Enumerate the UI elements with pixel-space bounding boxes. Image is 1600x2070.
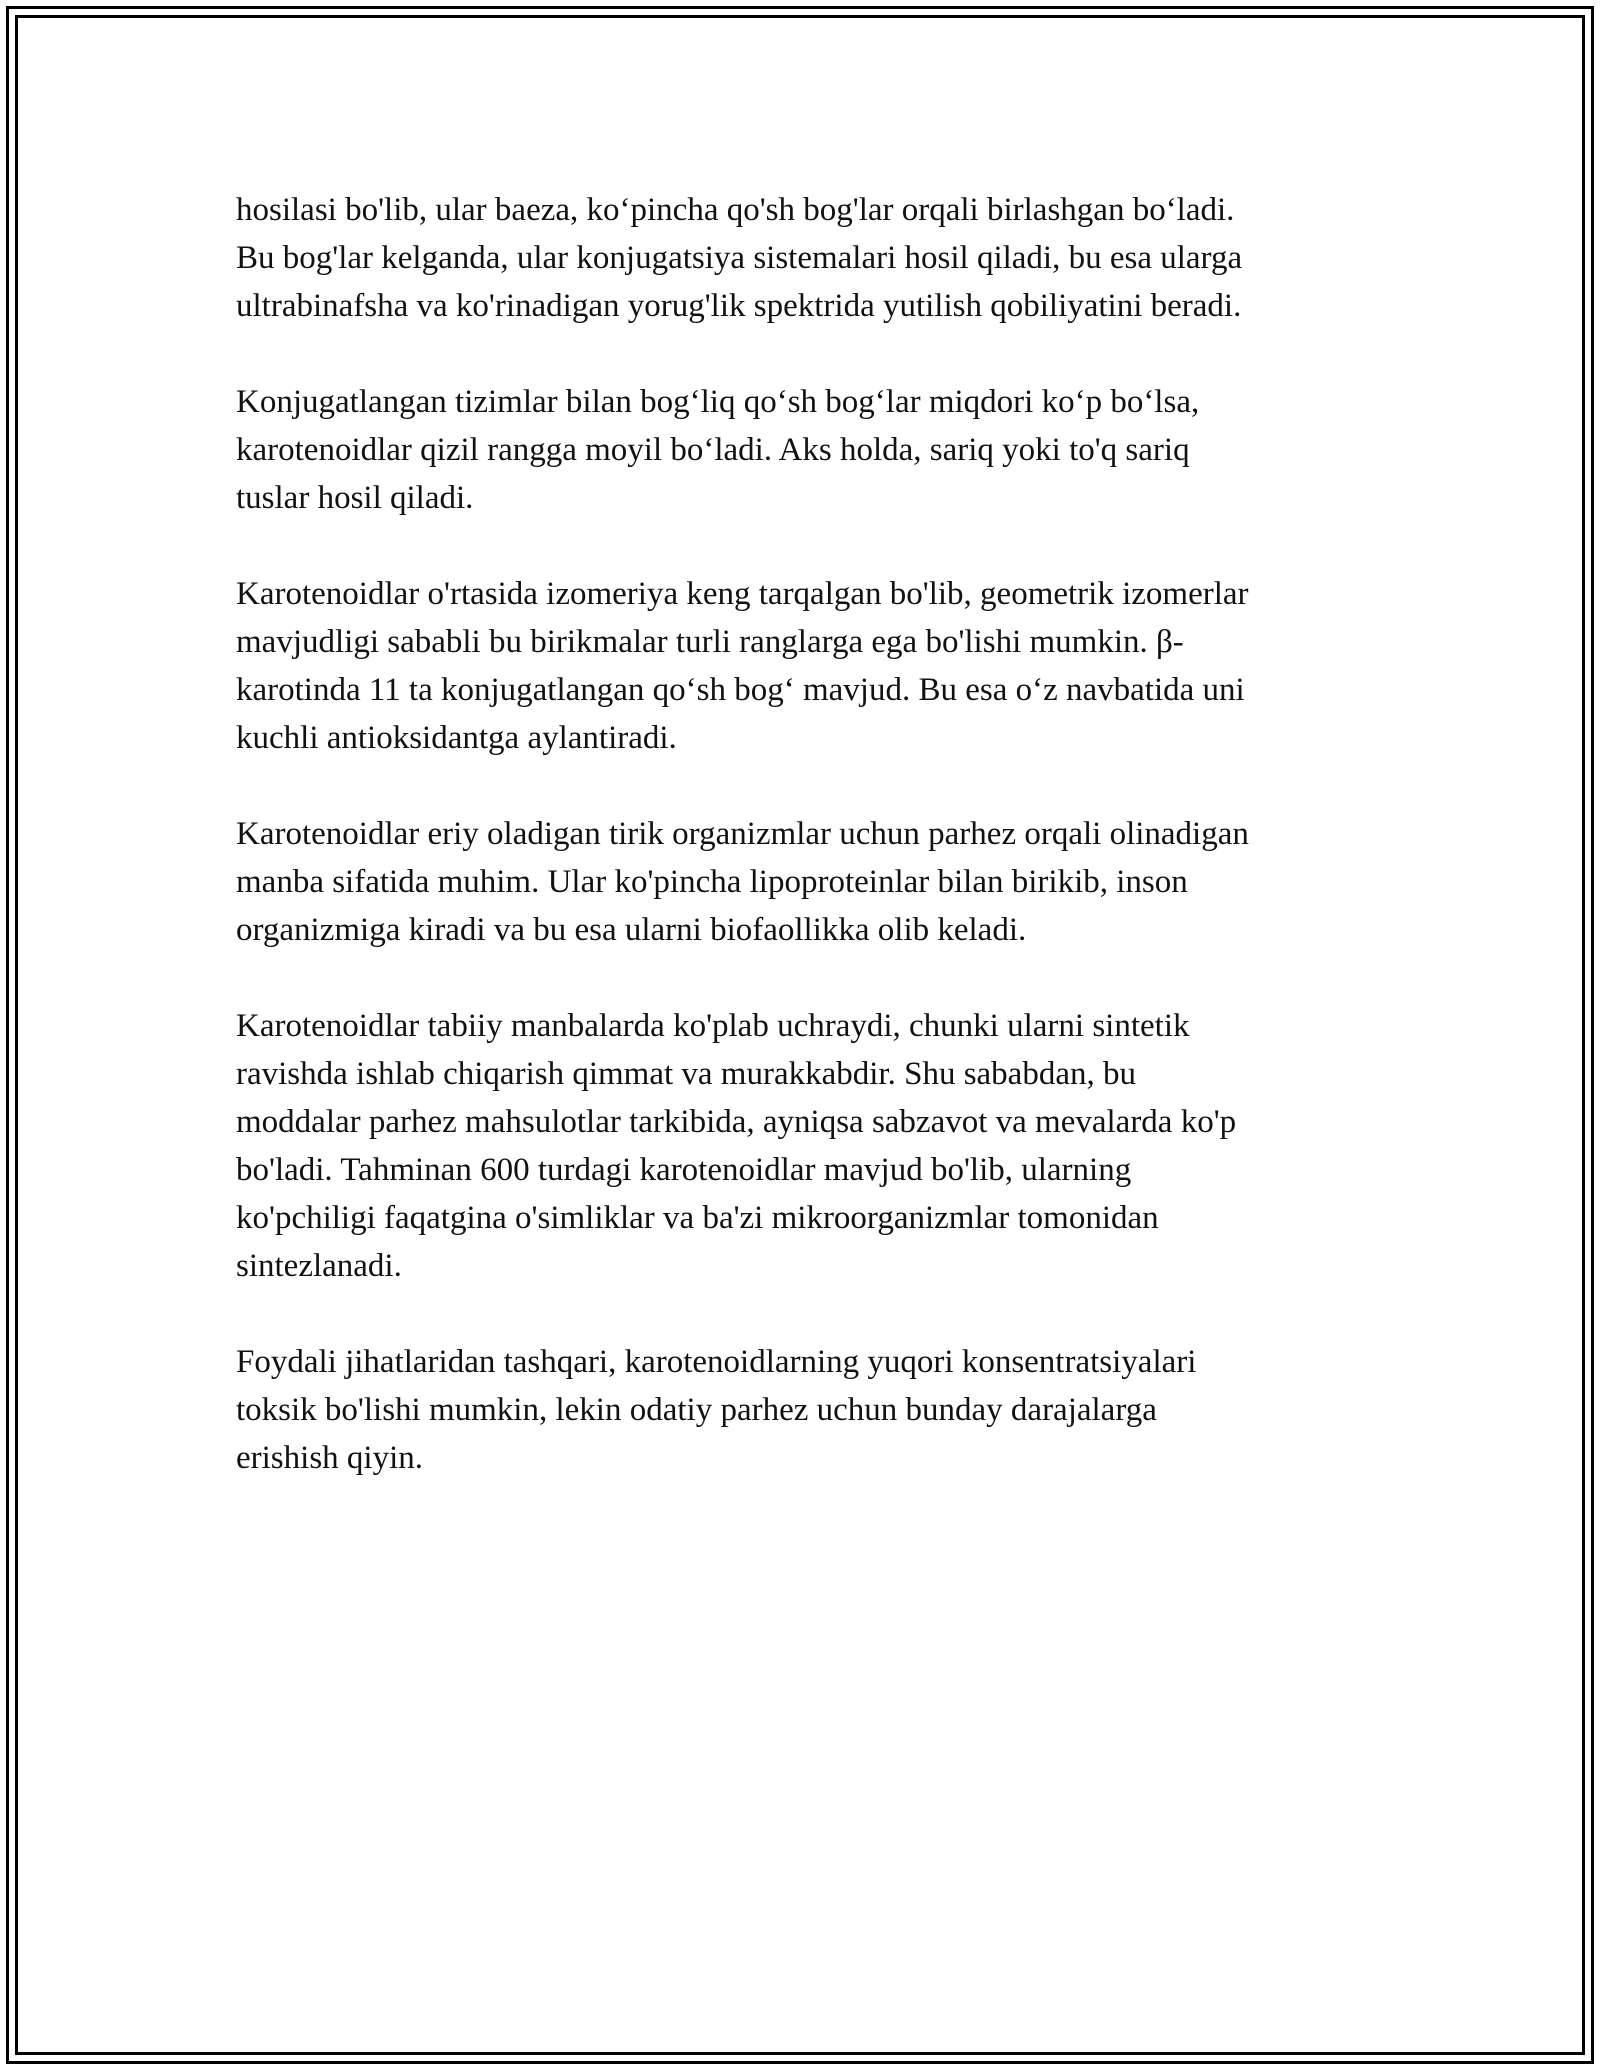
paragraph-3 xyxy=(236,570,1376,762)
text-line: ko'pchiligi faqatgina o'simliklar va ba'zi mikroorganizmlar tomonidan xyxy=(236,1200,1159,1236)
paragraph-5 xyxy=(236,1002,1376,1290)
text-line: erishish qiyin. xyxy=(236,1440,423,1476)
paragraph-2 xyxy=(236,378,1376,522)
text-line: tuslar hosil qiladi. xyxy=(236,480,474,516)
text-line: organizmiga kiradi va bu esa ularni biofaollikka olib keladi. xyxy=(236,912,1027,948)
text-line: ravishda ishlab chiqarish qimmat va murakkabdir. Shu sababdan, bu xyxy=(236,1056,1136,1092)
text-line: moddalar parhez mahsulotlar tarkibida, ayniqsa sabzavot va mevalarda ko'p xyxy=(236,1104,1237,1140)
text-line: bo'ladi. Tahminan 600 turdagi karotenoidlar mavjud bo'lib, ularning xyxy=(236,1152,1132,1188)
text-line: Karotenoidlar tabiiy manbalarda ko'plab uchraydi, chunki ularni sintetik xyxy=(236,1008,1190,1044)
document-body xyxy=(236,186,1376,1530)
text-line: karotenoidlar qizil rangga moyil bo‘ladi. Aks holda, sariq yoki to'q sariq xyxy=(236,432,1190,468)
text-line: mavjudligi sababli bu birikmalar turli ranglarga ega bo'lishi mumkin. β- xyxy=(236,624,1184,660)
paragraph-6 xyxy=(236,1338,1376,1482)
text-line: kuchli antioksidantga aylantiradi. xyxy=(236,720,677,756)
text-line: Konjugatlangan tizimlar bilan bog‘liq qo‘sh bog‘lar miqdori ko‘p bo‘lsa, xyxy=(236,384,1200,420)
text-line: ultrabinafsha va ko'rinadigan yorug'lik spektrida yutilish qobiliyatini beradi. xyxy=(236,288,1242,324)
paragraph-1 xyxy=(236,186,1376,330)
text-line: hosilasi bo'lib, ular baeza, ko‘pincha qo'sh bog'lar orqali birlashgan bo‘ladi. xyxy=(236,192,1235,228)
text-line: Bu bog'lar kelganda, ular konjugatsiya sistemalari hosil qiladi, bu esa ularga xyxy=(236,240,1243,276)
text-line: karotinda 11 ta konjugatlangan qo‘sh bog‘ mavjud. Bu esa o‘z navbatida uni xyxy=(236,672,1245,708)
paragraph-4 xyxy=(236,810,1376,954)
text-line: sintezlanadi. xyxy=(236,1248,402,1284)
text-line: Foydali jihatlaridan tashqari, karotenoidlarning yuqori konsentratsiyalari xyxy=(236,1344,1197,1380)
text-line: manba sifatida muhim. Ular ko'pincha lipoproteinlar bilan birikib, inson xyxy=(236,864,1188,900)
text-line: Karotenoidlar eriy oladigan tirik organizmlar uchun parhez orqali olinadigan xyxy=(236,816,1249,852)
text-line: Karotenoidlar o'rtasida izomeriya keng tarqalgan bo'lib, geometrik izomerlar xyxy=(236,576,1249,612)
text-line: toksik bo'lishi mumkin, lekin odatiy parhez uchun bunday darajalarga xyxy=(236,1392,1157,1428)
